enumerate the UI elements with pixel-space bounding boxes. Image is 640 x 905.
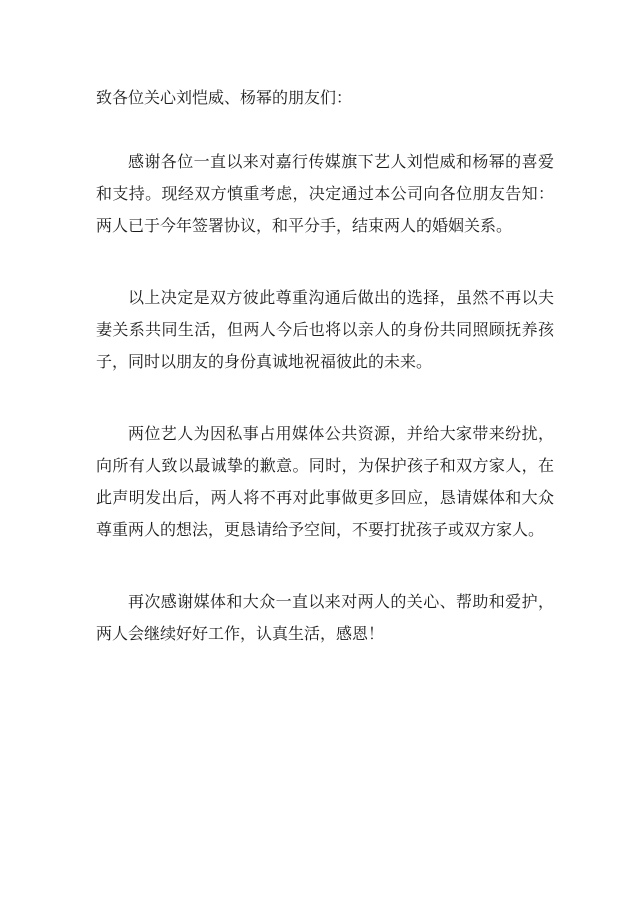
salutation: 致各位关心刘恺威、杨幂的朋友们： [96,88,353,107]
paragraph-thanks: 感谢各位一直以来对嘉行传媒旗下艺人刘恺威和杨幂的喜爱和支持。现经双方慎重考虑，决定通过本公司向各位朋友告知：两人已于今年签署协议，和平分手，结束两人的婚姻关系。 [96,152,554,235]
paragraph-closing: 再次感谢媒体和大众一直以来对两人的关心、帮助和爱护，两人会继续好好工作，认真生活，感恩！ [96,592,554,643]
paragraph-apology: 两位艺人为因私事占用媒体公共资源，并给大家带来纷扰，向所有人致以最诚挚的歉意。同时，为保护孩子和双方家人，在此声明发出后，两人将不再对此事做更多回应，恳请媒体和大众尊重两人的想法，更恳请给予空间，不要打扰孩子或双方家人。 [96,424,554,539]
paragraph-decision: 以上决定是双方彼此尊重沟通后做出的选择，虽然不再以夫妻关系共同生活，但两人今后也将以亲人的身份共同照顾抚养孩子，同时以朋友的身份真诚地祝福彼此的未来。 [96,288,554,371]
